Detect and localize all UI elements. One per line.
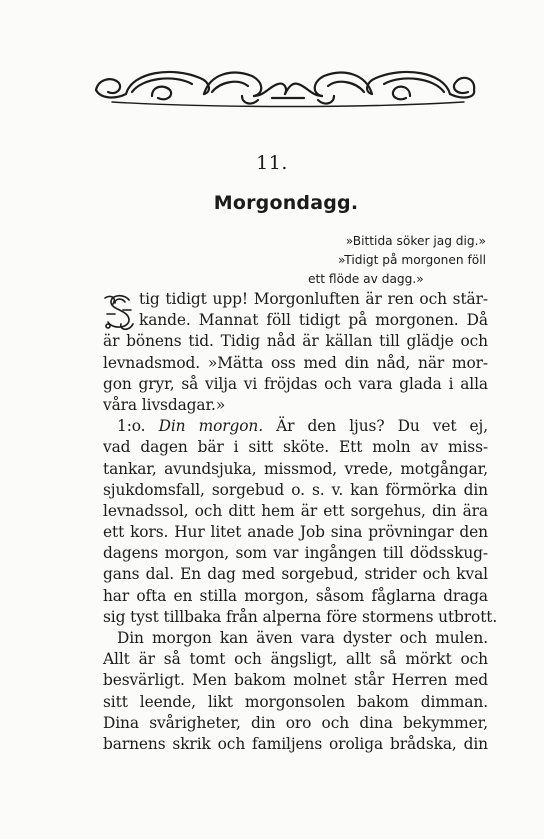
text-line (103, 416, 488, 437)
decorative-ornament-icon (92, 62, 478, 112)
text-line: kande. Mannat föll tidigt på morgonen. Då (139, 311, 488, 330)
section-heading: Din morgon. (158, 417, 264, 436)
text-line: vad dagen bär i sitt sköte. Ett moln av miss- (103, 438, 488, 457)
text-line: Dina svårigheter, din oro och dina bekymmer, (103, 713, 488, 732)
text-line: dagens morgon, som var ingången till dödsskug- (103, 544, 488, 563)
text-line: tankar, avundsjuka, missmod, vrede, motgångar, (103, 459, 488, 478)
text-line: Din morgon kan även vara dyster och mulen. (117, 629, 488, 647)
body-text (103, 289, 498, 755)
text-line: ett kors. Hur litet anade Job sina prövningar den (103, 523, 488, 542)
text-line: har ofta en stilla morgon, såsom fåglarna draga (103, 586, 488, 605)
text-line: våra livsdagar.» (103, 395, 226, 414)
text-line: levnadsmod. »Mätta oss med din nåd, när mor- (103, 353, 488, 372)
text-line: sitt leende, likt morgonsolen bakom dimman. (103, 692, 488, 711)
text-line: är bönens tid. Tidig nåd är källan till glädje och (103, 332, 488, 351)
epigraph-line: »Bittida söker jag dig.» (345, 234, 486, 248)
text-fragment: Är den ljus? Du vet ej, (276, 417, 489, 436)
text-line: besvärligt. Men bakom molnet står Herren med (103, 671, 488, 690)
text-line: gans dal. En dag med sorgebud, strider och kval (103, 565, 488, 584)
epigraph-line: »Tidigt på morgonen föll (337, 253, 486, 267)
text-line: sig tyst tillbaka från alperna före stormens utbrott. (103, 607, 498, 626)
text-line: gon gryr, så vilja vi fröjdas och vara glada i alla (103, 374, 488, 393)
text-line: Allt är så tomt och ängsligt, allt så mörkt och (103, 650, 488, 669)
epigraph-line: ett flöde av dagg.» (308, 272, 424, 286)
text-line: levnadssol, och ditt hem är ett sorgehus, din ära (103, 501, 488, 520)
chapter-title: Morgondagg. (213, 192, 359, 214)
epigraph (286, 232, 486, 289)
section-number: 1:o. (117, 417, 146, 436)
text-line: tig tidigt upp! Morgonluften är ren och stär- (139, 290, 488, 308)
text-line: barnens skrik och familjens oroliga brådska, din (103, 734, 488, 753)
chapter-number: 11. (256, 152, 288, 174)
text-line: sjukdomsfall, sorgebud o. s. v. kan förmörka din (103, 480, 488, 499)
